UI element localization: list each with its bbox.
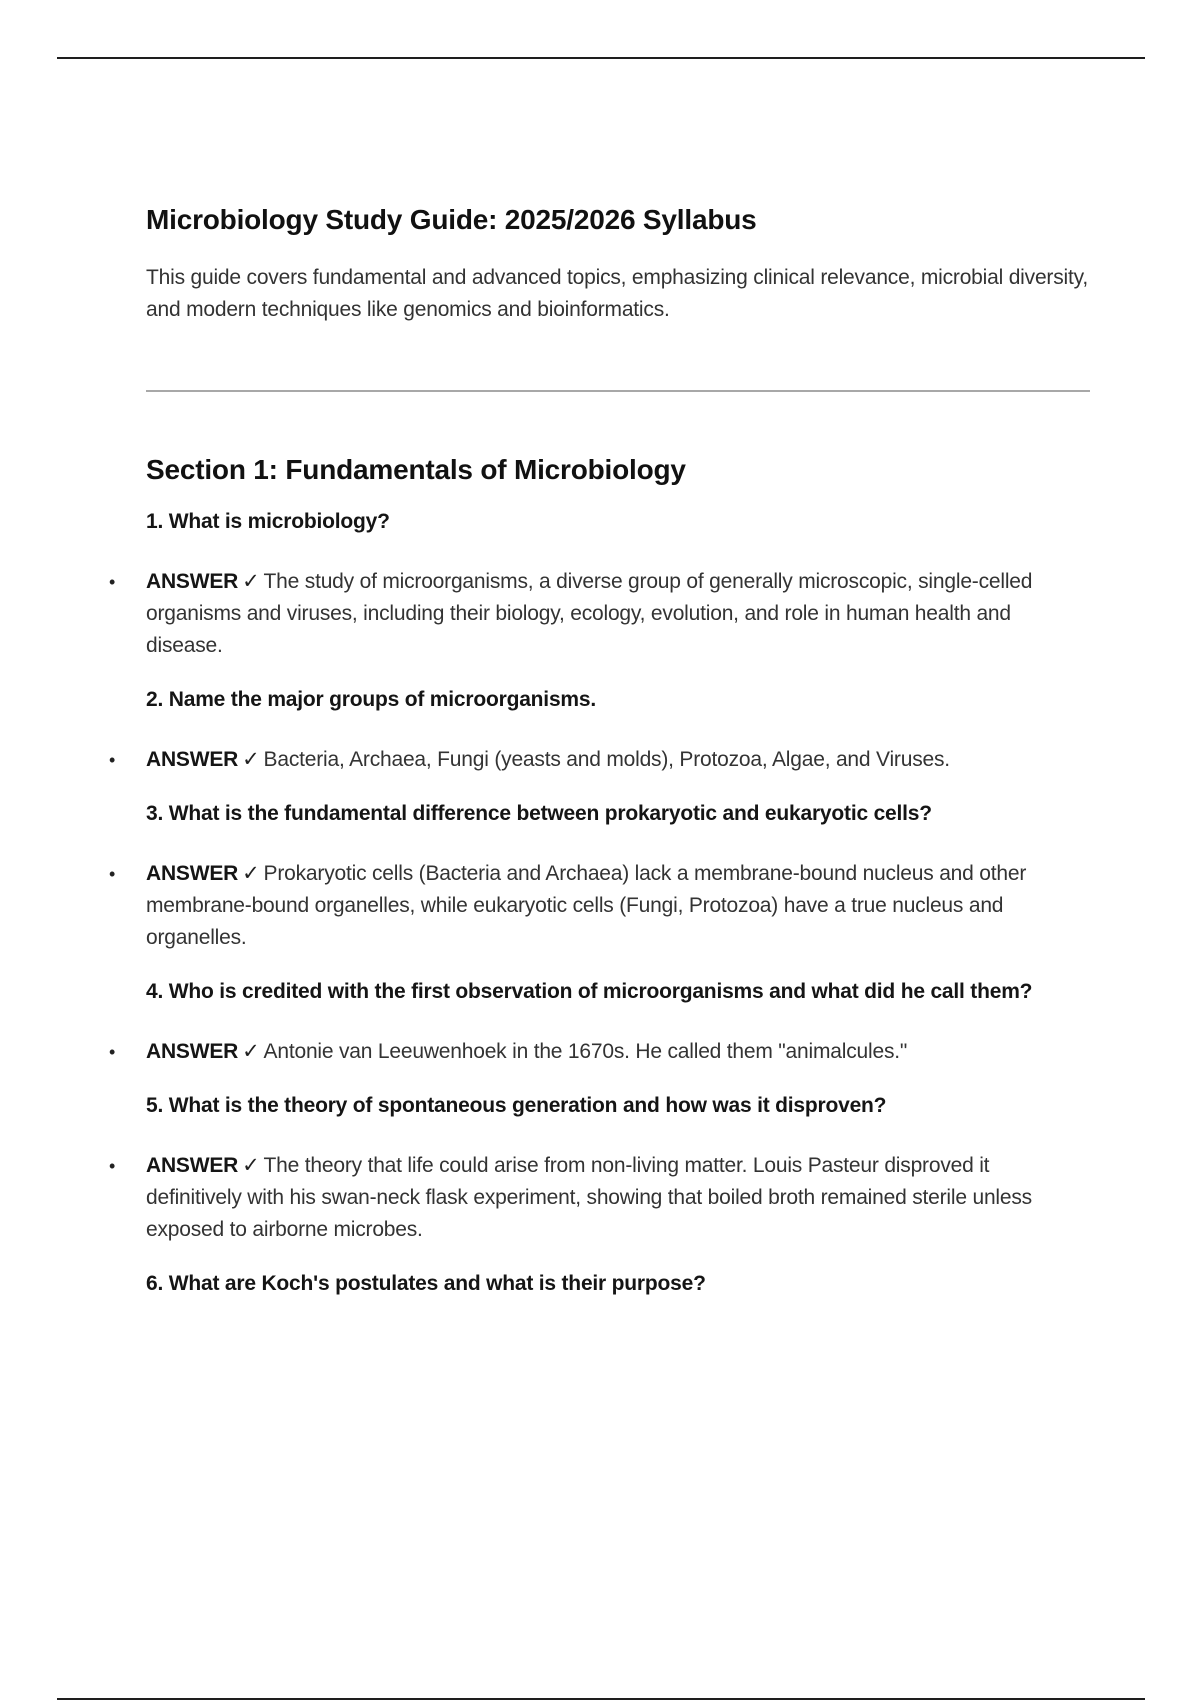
question-4: 4. Who is credited with the first observation of microorganisms and what did he call them? bbox=[146, 980, 1033, 1003]
bullet-icon: • bbox=[109, 1156, 116, 1176]
question-6: 6. What are Koch's postulates and what is their purpose? bbox=[146, 1272, 706, 1295]
answer-label: ANSWER bbox=[146, 748, 239, 771]
section-divider bbox=[146, 390, 1090, 392]
answer-4 bbox=[109, 1036, 1090, 1068]
answer-2 bbox=[109, 744, 1090, 776]
check-icon: ✓ bbox=[242, 748, 260, 771]
answer-text: Antonie van Leeuwenhoek in the 1670s. He called them "animalcules." bbox=[263, 1040, 908, 1063]
answer-5 bbox=[109, 1150, 1090, 1246]
answer-label: ANSWER bbox=[146, 570, 239, 593]
answer-label: ANSWER bbox=[146, 862, 239, 885]
qa-list bbox=[109, 506, 1090, 1300]
answer-text: Bacteria, Archaea, Fungi (yeasts and molds), Protozoa, Algae, and Viruses. bbox=[263, 748, 950, 771]
check-icon: ✓ bbox=[242, 862, 260, 885]
question-5: 5. What is the theory of spontaneous generation and how was it disproven? bbox=[146, 1094, 887, 1117]
question-2: 2. Name the major groups of microorganisms. bbox=[146, 688, 597, 711]
document-title: Microbiology Study Guide: 2025/2026 Syllabus bbox=[146, 204, 757, 235]
document-body bbox=[109, 200, 1090, 1300]
answer-text: Prokaryotic cells (Bacteria and Archaea) lack a membrane-bound nucleus and other membrane-bound organelles, while eukaryotic cells (Fungi, Protozoa) have a true nucleus and organelles. bbox=[146, 862, 1027, 949]
question-3: 3. What is the fundamental difference between prokaryotic and eukaryotic cells? bbox=[146, 802, 932, 825]
answer-3 bbox=[109, 858, 1090, 954]
answer-label: ANSWER bbox=[146, 1154, 239, 1177]
answer-1 bbox=[109, 566, 1090, 662]
question-1: 1. What is microbiology? bbox=[146, 510, 390, 533]
bullet-icon: • bbox=[109, 864, 116, 884]
check-icon: ✓ bbox=[242, 1154, 260, 1177]
answer-text: The theory that life could arise from non-living matter. Louis Pasteur disproved it definitively with his swan-neck flask experiment, showing that boiled broth remained sterile unless exposed to airborne microbes. bbox=[146, 1154, 1032, 1241]
bullet-icon: • bbox=[109, 1042, 116, 1062]
page-top-rule bbox=[57, 57, 1145, 59]
document-intro: This guide covers fundamental and advanced topics, emphasizing clinical relevance, microbial diversity, and modern techniques like genomics and bioinformatics. bbox=[146, 266, 1088, 321]
answer-label: ANSWER bbox=[146, 1040, 239, 1063]
check-icon: ✓ bbox=[242, 570, 260, 593]
answer-text: The study of microorganisms, a diverse group of generally microscopic, single-celled organisms and viruses, including their biology, ecology, evolution, and role in human health and disease. bbox=[146, 570, 1033, 657]
bullet-icon: • bbox=[109, 750, 116, 770]
bullet-icon: • bbox=[109, 572, 116, 592]
check-icon: ✓ bbox=[242, 1040, 260, 1063]
section-title: Section 1: Fundamentals of Microbiology bbox=[146, 454, 686, 485]
